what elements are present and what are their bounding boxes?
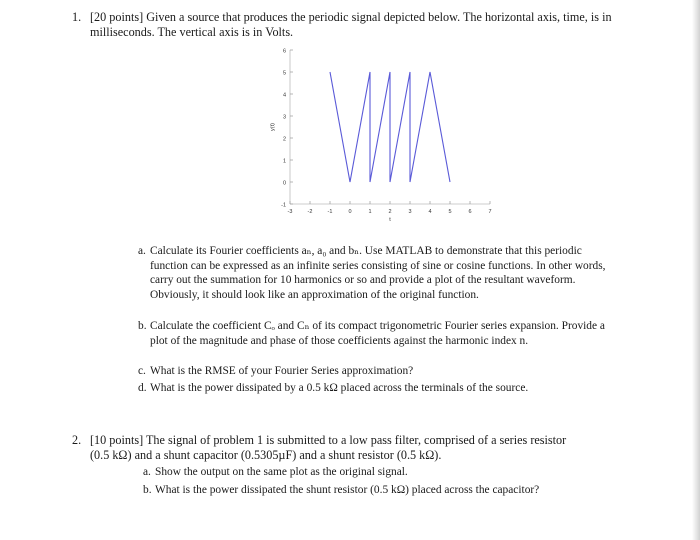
part-b-text: Calculate the coefficient Cₒ and Cₙ of its compact trigonometric Fourier series expansion. Provide a plot of the magnitude and phase of those coefficients against the harmonic index n. (150, 320, 605, 347)
x-tick-label: -2 (307, 209, 313, 215)
x-tick-label: 3 (408, 209, 412, 215)
p2-part-a-label: a. (143, 466, 151, 478)
problem-1-number: 1. (72, 10, 82, 24)
part-c-label: c. (138, 365, 146, 377)
page-edge-shadow (692, 0, 700, 540)
problem-1-prompt: [20 points] Given a source that produces the periodic signal depicted below. The horizontal axis, time, is in milliseconds. The vertical axis is in Volts. (90, 10, 612, 39)
problem-2 (72, 433, 580, 463)
x-tick-label: 1 (368, 209, 372, 215)
part-a-text: Calculate its Fourier coefficients aₙ, a₀ and bₙ. Use MATLAB to demonstrate that this periodic function can be expressed as an infinite series consisting of sine or cosine functions. In other words, carry out the summation for 10 harmonics or so and provide a plot of the resultant waveform. Obviously, it should look like an approximation of the original function. (150, 245, 606, 301)
part-b-label: b. (138, 320, 147, 332)
x-tick-label: 7 (488, 209, 492, 215)
p2-part-b-text: What is the power dissipated the shunt resistor (0.5 kΩ) placed across the capacitor? (155, 484, 540, 496)
x-tick-label: 6 (468, 209, 472, 215)
x-tick-label: -3 (287, 209, 293, 215)
problem-1-part-d (138, 381, 620, 396)
problem-1-part-c (138, 364, 620, 379)
y-tick-label: 1 (282, 158, 286, 165)
problem-2-number: 2. (72, 433, 82, 447)
problem-1-part-a (138, 244, 620, 302)
signal-plot (262, 42, 502, 222)
problem-2-part-a (143, 465, 625, 480)
x-tick-label: -1 (327, 209, 333, 215)
y-axis-label: y(t) (270, 123, 276, 131)
y-tick-label: 3 (282, 114, 286, 121)
x-tick-label: 5 (448, 209, 452, 215)
y-tick-label: 6 (282, 48, 286, 55)
x-tick-label: 0 (348, 209, 352, 215)
y-tick-label: 0 (282, 180, 286, 187)
part-d-label: d. (138, 382, 147, 394)
part-c-text: What is the RMSE of your Fourier Series approximation? (150, 365, 414, 377)
signal-series-line (330, 72, 450, 182)
problem-2-prompt: [10 points] The signal of problem 1 is submitted to a low pass filter, comprised of a series resistor (0.5 kΩ) and a shunt capacitor (0.5305µF) and a shunt resistor (0.5 kΩ). (90, 433, 567, 462)
y-tick-label: 5 (282, 70, 286, 77)
part-d-text: What is the power dissipated by a 0.5 kΩ placed across the terminals of the source. (150, 382, 529, 394)
part-a-label: a. (138, 245, 146, 257)
x-axis-label: t (389, 217, 391, 222)
problem-1-part-b (138, 319, 620, 348)
problem-2-part-b (143, 483, 625, 498)
x-tick-label: 2 (388, 209, 392, 215)
p2-part-a-text: Show the output on the same plot as the original signal. (155, 466, 408, 478)
y-tick-label: 2 (282, 136, 286, 143)
p2-part-b-label: b. (143, 484, 152, 496)
problem-1 (72, 10, 645, 40)
y-tick-label: -1 (281, 202, 286, 209)
x-tick-label: 4 (428, 209, 432, 215)
y-tick-label: 4 (282, 92, 286, 99)
